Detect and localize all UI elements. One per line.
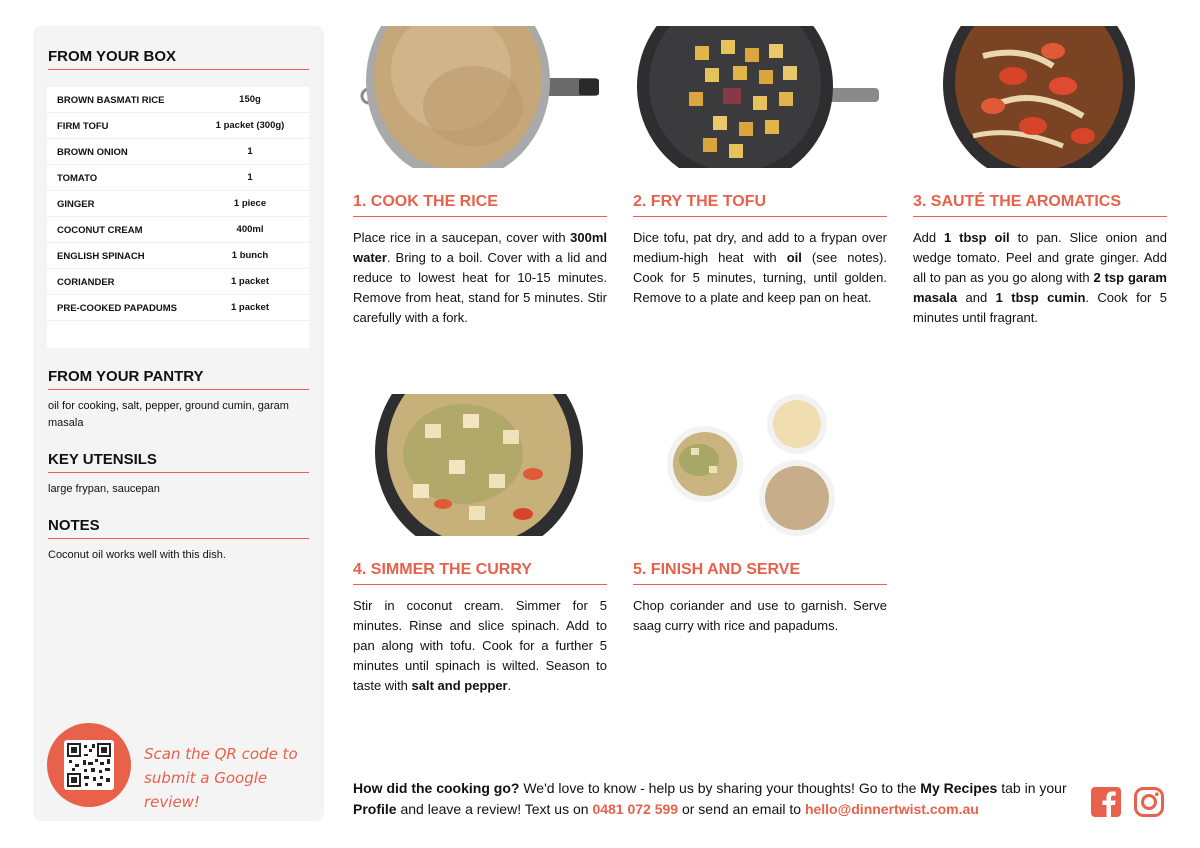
- facebook-icon[interactable]: [1090, 786, 1122, 818]
- table-row: [47, 165, 309, 191]
- notes-text: Coconut oil works well with this dish.: [48, 549, 226, 561]
- ingredient-qty: 1: [247, 172, 253, 183]
- step-text-bold: 2 tsp garam masala: [913, 270, 1167, 305]
- step-text: to pan. Slice onion and wedge tomato. Peel and grate ginger. Add all to pan as you go along with: [913, 230, 1167, 285]
- step-text: Stir in coconut cream. Simmer for 5 minutes. Rinse and slice spinach. Add to pan along with tofu. Cook for a further 5 minutes until spinach is wilted. Season to taste with: [353, 598, 607, 693]
- step-3-title: 3. SAUTÉ THE AROMATICS: [913, 193, 1167, 217]
- instagram-icon[interactable]: [1133, 786, 1165, 818]
- step-text-bold: oil: [786, 250, 802, 265]
- table-row: [47, 295, 309, 321]
- step-text: . Cook for 5 minutes until fragrant.: [913, 290, 1167, 325]
- step-text-bold: 1 tbsp oil: [944, 230, 1010, 245]
- ingredient-name: BROWN ONION: [57, 147, 128, 158]
- ingredient-name: COCONUT CREAM: [57, 225, 143, 236]
- ingredient-qty: 1 packet (300g): [215, 120, 285, 131]
- step-text: (see notes). Cook for 5 minutes, turning, until golden. Remove to a plate and keep pan on heat.: [633, 250, 887, 305]
- utensils-text: large frypan, saucepan: [48, 483, 160, 495]
- step-1-photo: [353, 26, 608, 168]
- from-your-pantry-title: FROM YOUR PANTRY: [48, 368, 309, 390]
- ingredient-name: BROWN BASMATI RICE: [57, 95, 165, 106]
- ingredient-name: PRE-COOKED PAPADUMS: [57, 303, 177, 314]
- step-1-body: [353, 228, 607, 328]
- table-row: [47, 191, 309, 217]
- ingredient-name: TOMATO: [57, 173, 98, 184]
- step-4-title: 4. SIMMER THE CURRY: [353, 561, 607, 585]
- ingredient-qty: 1 bunch: [231, 250, 269, 261]
- qr-badge: [47, 723, 131, 807]
- phone-link[interactable]: 0481 072 599: [592, 801, 679, 817]
- pantry-text: oil for cooking, salt, pepper, ground cumin, garam masala: [48, 400, 289, 429]
- step-text: Place rice in a saucepan, cover with: [353, 230, 571, 245]
- table-row: [47, 269, 309, 295]
- step-5-body: [633, 596, 887, 636]
- table-row: [47, 217, 309, 243]
- qr-cta-line-1: Scan the QR code to: [144, 745, 298, 763]
- profile-link[interactable]: Profile: [353, 801, 397, 817]
- step-text-bold: salt and pepper: [411, 678, 508, 693]
- ingredient-name: FIRM TOFU: [57, 121, 109, 132]
- step-text-bold: 300ml water: [353, 230, 607, 265]
- step-text: and: [957, 290, 996, 305]
- step-2-photo: [633, 26, 888, 168]
- step-text: . Bring to a boil. Cover with a lid and reduce to lowest heat for 10-15 minutes. Remove from heat, stand for 5 minutes. Stir carefully with a fork.: [353, 250, 607, 325]
- ingredients-table: [47, 87, 309, 348]
- footer-text: or send an email to: [678, 801, 805, 817]
- ingredient-qty: 1 packet: [230, 276, 270, 287]
- sidebar: [33, 26, 324, 821]
- key-utensils-title: KEY UTENSILS: [48, 451, 309, 473]
- footer-message: [353, 778, 1073, 820]
- step-text: .: [507, 678, 512, 693]
- table-row: [47, 87, 309, 113]
- my-recipes-link[interactable]: My Recipes: [920, 780, 998, 796]
- step-2-body: [633, 228, 887, 308]
- step-text: Dice tofu, pat dry, and add to a frypan over medium-high heat with: [633, 230, 887, 265]
- ingredient-qty: 400ml: [236, 224, 264, 235]
- step-text-bold: 1 tbsp cumin: [995, 290, 1086, 305]
- step-5-title: 5. FINISH AND SERVE: [633, 561, 887, 585]
- step-text: Chop coriander and use to garnish. Serve saag curry with rice and papadums.: [633, 598, 887, 633]
- footer-text: We'd love to know - help us by sharing your thoughts! Go to the: [519, 780, 921, 796]
- step-2-title: 2. FRY THE TOFU: [633, 193, 887, 217]
- from-your-box-title: FROM YOUR BOX: [48, 48, 309, 70]
- email-link[interactable]: hello@dinnertwist.com.au: [804, 801, 979, 817]
- qr-cta: [144, 742, 314, 814]
- step-text: Add: [913, 230, 945, 245]
- step-4-body: [353, 596, 607, 696]
- table-row: [47, 243, 309, 269]
- qr-code-icon[interactable]: [64, 740, 114, 790]
- step-1-title: 1. COOK THE RICE: [353, 193, 607, 217]
- step-3-body: [913, 228, 1167, 328]
- step-4-photo: [353, 394, 608, 536]
- ingredient-name: CORIANDER: [57, 277, 115, 288]
- notes-title: NOTES: [48, 517, 309, 539]
- qr-cta-line-2: submit a Google review!: [144, 769, 268, 811]
- ingredient-qty: 150g: [239, 94, 261, 105]
- ingredient-qty: 1 piece: [233, 198, 267, 209]
- step-3-photo: [913, 26, 1168, 168]
- footer-question: How did the cooking go?: [353, 780, 520, 796]
- table-row: [47, 139, 309, 165]
- ingredient-qty: 1 packet: [230, 302, 270, 313]
- footer-text: and leave a review! Text us on: [396, 801, 593, 817]
- ingredient-name: ENGLISH SPINACH: [57, 251, 145, 262]
- footer-text: tab in your: [997, 780, 1067, 796]
- table-row: [47, 113, 309, 139]
- ingredient-qty: 1: [247, 146, 253, 157]
- ingredient-name: GINGER: [57, 199, 95, 210]
- step-5-photo: [633, 394, 888, 536]
